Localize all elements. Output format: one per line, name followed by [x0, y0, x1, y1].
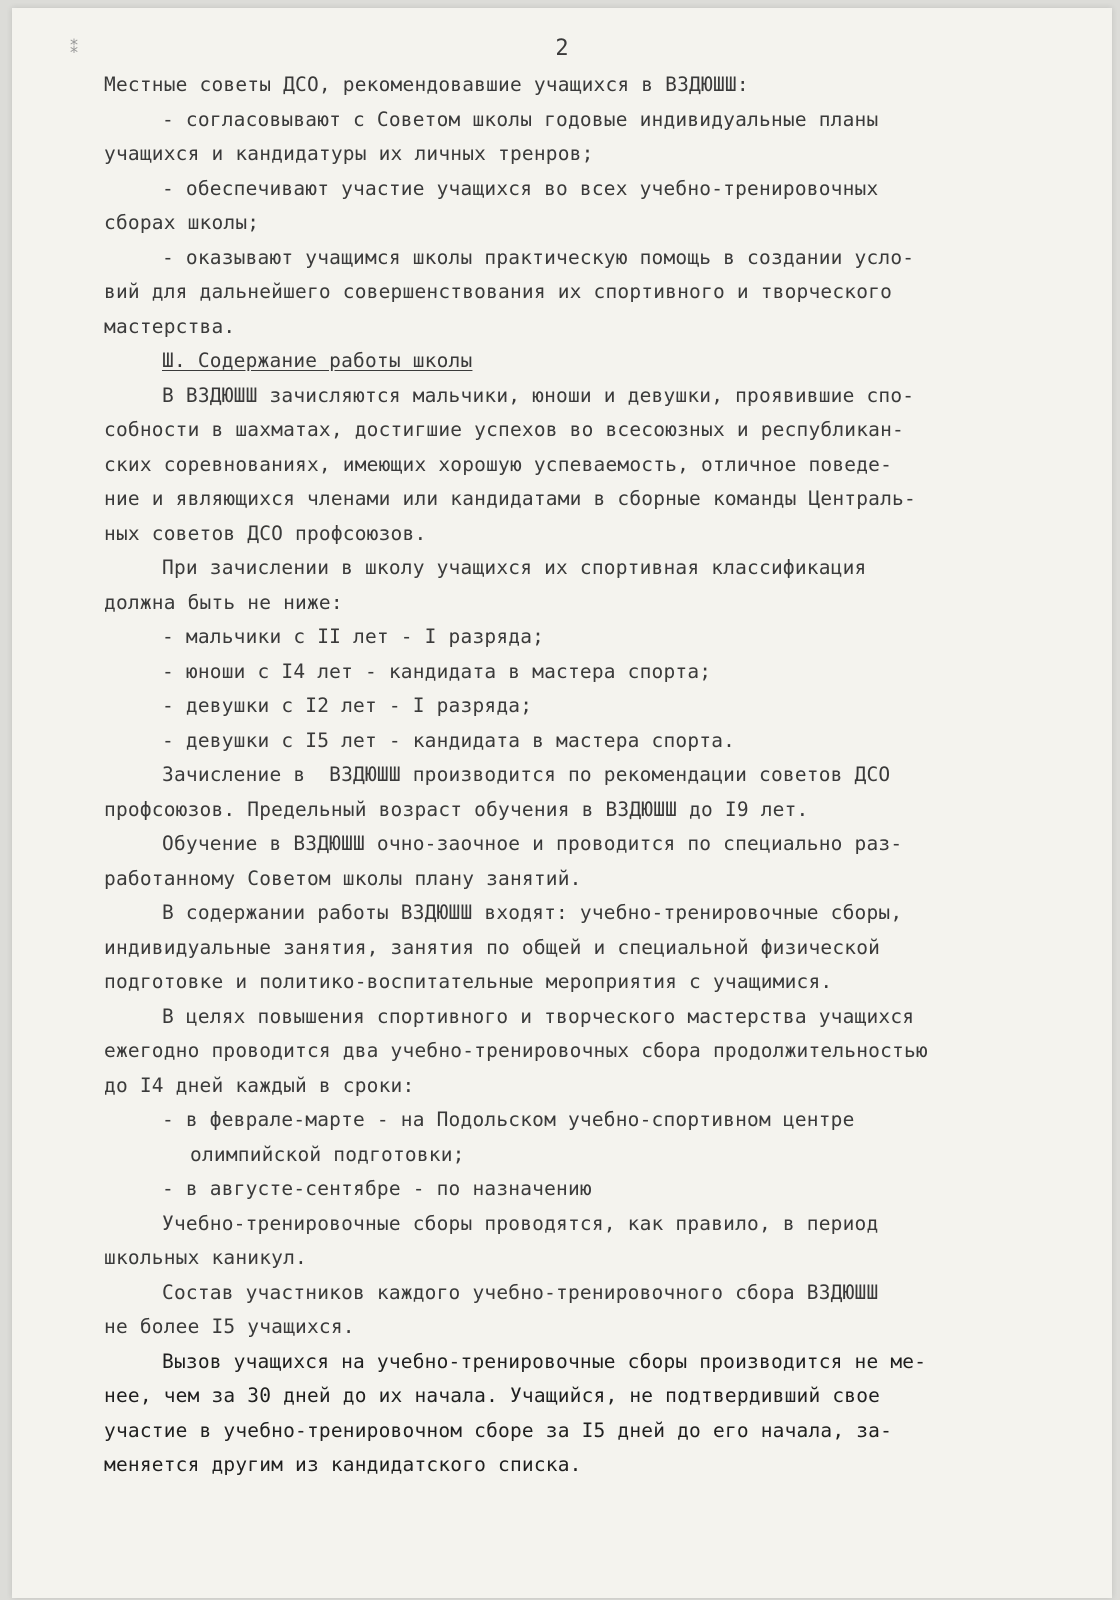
text-line: мастерства.	[104, 314, 236, 338]
text-line: Обучение в ВЗДЮШШ очно-заочное и проводится по специально раз-	[162, 832, 903, 855]
margin-mark: ⁑	[70, 38, 78, 57]
text-line: В ВЗДЮШШ зачисляются мальчики, юноши и девушки, проявившие спо-	[162, 383, 915, 407]
text-line: ных советов ДСО профсоюзов.	[104, 521, 427, 545]
text-line: должна быть не ниже:	[104, 590, 343, 614]
text-line: При зачислении в школу учащихся их спортивная классификация	[162, 556, 867, 579]
text-line: не более I5 учащихся.	[104, 1315, 355, 1338]
list-item: - юноши с I4 лет - кандидата в мастера спорта;	[162, 659, 712, 683]
list-item: - девушки с I5 лет - кандидата в мастера спорта.	[162, 728, 736, 752]
list-item: - мальчики с II лет - I разряда;	[162, 625, 545, 648]
document-body	[104, 68, 1064, 1483]
text-line: Вызов учащихся на учебно-тренировочные сборы производится не ме-	[162, 1349, 927, 1373]
text-line: - оказывают учащимся школы практическую помощь в создании усло-	[162, 245, 915, 269]
text-line: собности в шахматах, достигшие успехов во всесоюзных и республикан-	[104, 418, 904, 441]
list-item: - девушки с I2 лет - I разряда;	[162, 694, 533, 717]
text-line: школьных каникул.	[104, 1246, 307, 1269]
text-line: Зачисление в ВЗДЮШШ производится по рекомендации советов ДСО	[162, 763, 891, 786]
text-line: Учебно-тренировочные сборы проводятся, как правило, в период	[162, 1211, 879, 1235]
text-line: до I4 дней каждый в сроки:	[104, 1073, 415, 1097]
text-line: учащихся и кандидатуры их личных тренров;	[104, 142, 594, 165]
section-heading: Ш. Содержание работы школы	[162, 349, 473, 372]
text-line: В целях повышения спортивного и творческого мастерства учащихся	[162, 1004, 915, 1028]
text-line: Состав участников каждого учебно-тренировочного сбора ВЗДЮШШ	[162, 1280, 879, 1304]
text-line: ежегодно проводится два учебно-тренировочных сбора продолжительностью	[104, 1039, 928, 1062]
document-page	[12, 8, 1112, 1598]
text-line: олимпийской подготовки;	[190, 1142, 465, 1166]
text-line: работанному Советом школы плану занятий.	[104, 866, 582, 890]
text-line: ских соревнованиях, имеющих хорошую успеваемость, отличное поведе-	[104, 452, 893, 476]
text-line: - обеспечивают участие учащихся во всех учебно-тренировочных	[162, 176, 879, 200]
page-number: 2	[555, 36, 569, 61]
text-line: вий для дальнейшего совершенствования их спортивного и творческого	[104, 280, 893, 303]
text-line: В содержании работы ВЗДЮШШ входят: учебно-тренировочные сборы,	[162, 901, 903, 924]
text-line: подготовке и политико-воспитательные мероприятия с учащимися.	[104, 970, 833, 993]
text-line: индивидуальные занятия, занятия по общей и специальной физической	[104, 935, 881, 959]
text-line: участие в учебно-тренировочном сборе за I5 дней до его начала, за-	[104, 1418, 893, 1442]
text-line: ние и являющихся членами или кандидатами в сборные команды Централь-	[104, 487, 916, 510]
text-line: сборах школы;	[104, 211, 260, 234]
text-line: меняется другим из кандидатского списка.	[104, 1453, 582, 1476]
text-line: профсоюзов. Предельный возраст обучения в ВЗДЮШШ до I9 лет.	[104, 797, 809, 821]
text-line: - согласовывают с Советом школы годовые индивидуальные планы	[162, 107, 879, 131]
list-item: - в августе-сентябре - по назначению	[162, 1177, 592, 1200]
text-line: Местные советы ДСО, рекомендовавшие учащихся в ВЗДЮШШ:	[104, 73, 749, 96]
text-line: нее, чем за 30 дней до их начала. Учащийся, не подтвердивший свое	[104, 1384, 881, 1407]
list-item: - в феврале-марте - на Подольском учебно-спортивном центре	[162, 1108, 855, 1131]
